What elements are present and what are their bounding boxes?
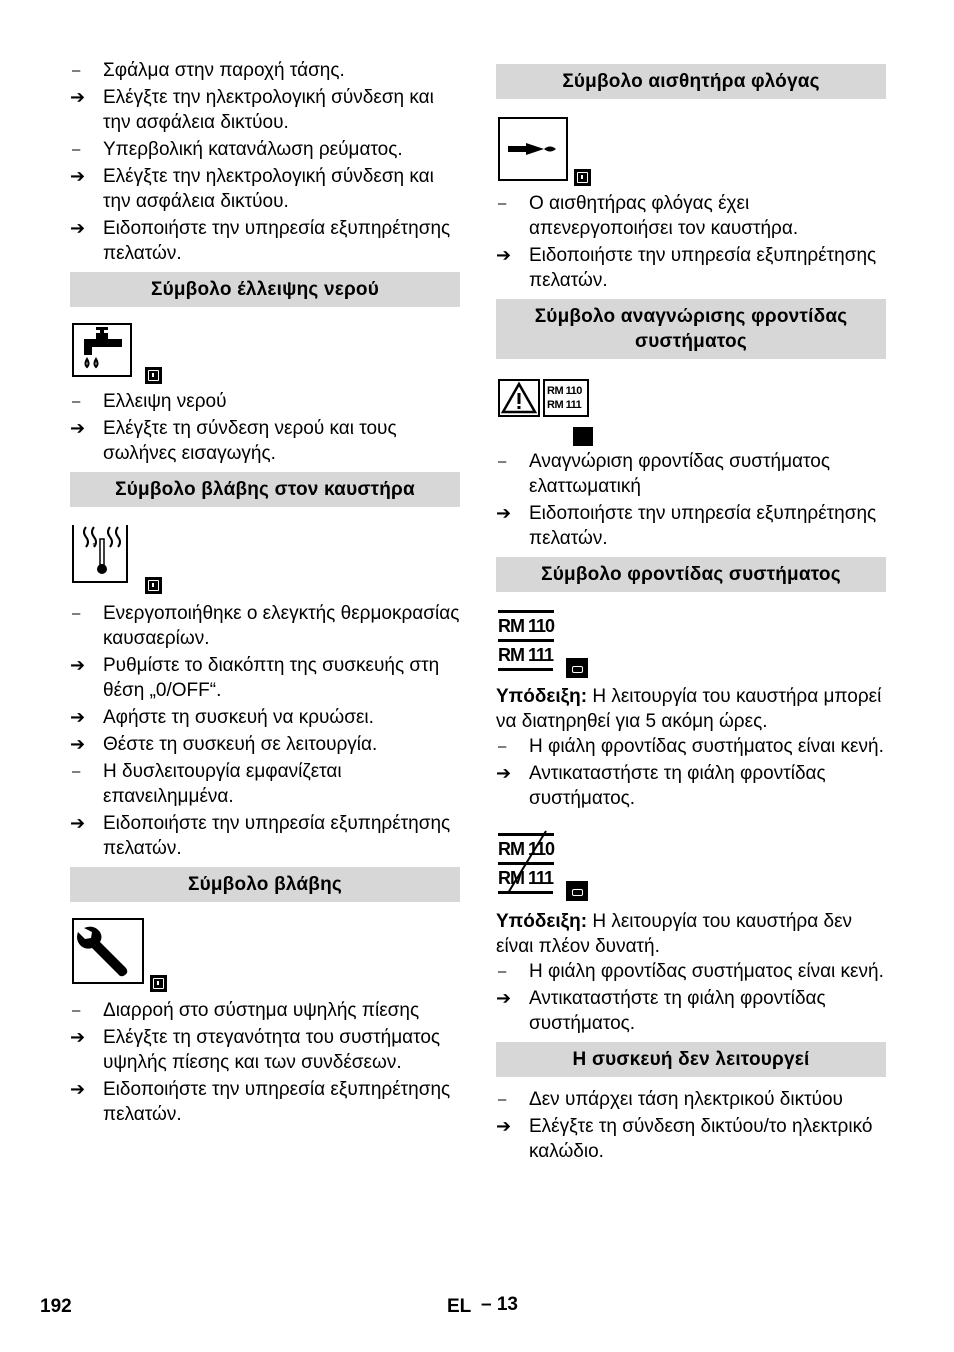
language-code: EL bbox=[447, 1296, 472, 1317]
list-item-text: Ελέγξτε τη σύνδεση νερού και τους σωλήνες εισαγωγής. bbox=[103, 418, 397, 464]
dash-bullet: – bbox=[72, 62, 81, 79]
list-item bbox=[70, 759, 460, 809]
rm-label-icon: RM 110 RM 111 bbox=[498, 610, 558, 671]
dash-bullet: – bbox=[498, 738, 507, 755]
arrow-right-icon: ➔ bbox=[70, 655, 86, 675]
list-item-text: Ειδοποιήστε την υπηρεσία εξυπηρέτησης πελατών. bbox=[529, 245, 877, 291]
list-item bbox=[70, 732, 460, 757]
dash-bullet: – bbox=[72, 141, 81, 158]
dash-bullet: – bbox=[498, 453, 507, 470]
arrow-right-icon: ➔ bbox=[70, 418, 86, 438]
list-item-text: Ελλειψη νερού bbox=[103, 391, 227, 412]
list-item bbox=[496, 449, 886, 499]
care-empty-symbol-area bbox=[496, 813, 886, 907]
list-item-text: Σφάλμα στην παροχή τάσης. bbox=[103, 60, 345, 81]
burner-symbol-area bbox=[70, 507, 460, 601]
dash-bullet: – bbox=[72, 763, 81, 780]
list-item bbox=[70, 705, 460, 730]
indicator-lamp-icon bbox=[574, 169, 591, 186]
dash-bullet: – bbox=[72, 1002, 81, 1019]
heading-fault: Σύμβολο βλάβης bbox=[70, 867, 460, 902]
list-item bbox=[70, 1077, 460, 1127]
list-item-text: Ρυθμίστε το διακόπτη της συσκευής στη θέση „0/OFF“. bbox=[103, 655, 440, 701]
list-item bbox=[70, 1025, 460, 1075]
dash-bullet: – bbox=[498, 195, 507, 212]
list-item bbox=[496, 243, 886, 293]
list-item bbox=[70, 137, 460, 162]
list-item-text: Αντικαταστήστε τη φιάλη φροντίδας συστήματος. bbox=[529, 763, 826, 809]
indicator-lamp-icon bbox=[145, 577, 162, 594]
burner-thermometer-icon bbox=[72, 525, 128, 583]
arrow-right-icon: ➔ bbox=[70, 1079, 86, 1099]
heading-burner-fault: Σύμβολο βλάβης στον καυστήρα bbox=[70, 472, 460, 507]
arrow-right-icon: ➔ bbox=[496, 503, 512, 523]
list-item-text: Ο αισθητήρας φλόγας έχει απενεργοποιήσει τον καυστήρα. bbox=[529, 193, 799, 239]
flame-symbol-area bbox=[496, 99, 886, 191]
wrench-icon bbox=[72, 918, 144, 984]
arrow-right-icon: ➔ bbox=[70, 1027, 86, 1047]
list-item-text: Ειδοποιήστε την υπηρεσία εξυπηρέτησης πελατών. bbox=[103, 218, 451, 264]
list-item-text: Αναγνώριση φροντίδας συστήματος ελαττωματική bbox=[529, 451, 830, 497]
list-item bbox=[496, 986, 886, 1036]
list-item-text: Ειδοποιήστε την υπηρεσία εξυπηρέτησης πελατών. bbox=[529, 503, 877, 549]
recognition-symbol-area bbox=[496, 359, 886, 449]
warning-triangle-icon bbox=[498, 379, 540, 417]
care-list-2 bbox=[496, 959, 886, 1036]
heading-water-shortage: Σύμβολο έλλειψης νερού bbox=[70, 272, 460, 307]
list-item-text: Η φιάλη φροντίδας συστήματος είναι κενή. bbox=[529, 736, 884, 757]
list-item bbox=[70, 998, 460, 1023]
indicator-lamp-icon bbox=[145, 367, 162, 384]
indicator-lamp-icon bbox=[573, 427, 593, 446]
list-item-text: Η φιάλη φροντίδας συστήματος είναι κενή. bbox=[529, 961, 884, 982]
care-symbol-area bbox=[496, 592, 886, 682]
list-item-text: Θέστε τη συσκευή σε λειτουργία. bbox=[103, 734, 378, 755]
list-item-text: Ελέγξτε την ηλεκτρολογική σύνδεση και την ασφάλεια δικτύου. bbox=[103, 166, 434, 212]
dash-bullet: – bbox=[72, 393, 81, 410]
list-item bbox=[496, 959, 886, 984]
list-item bbox=[496, 191, 886, 241]
flame-sensor-icon bbox=[498, 117, 568, 181]
svg-text:°: ° bbox=[92, 542, 96, 551]
list-item-text: Ελέγξτε την ηλεκτρολογική σύνδεση και την ασφάλεια δικτύου. bbox=[103, 87, 434, 133]
list-item bbox=[70, 653, 460, 703]
rm-label-icon: RM 110 RM 111 bbox=[543, 379, 589, 417]
heading-flame-sensor: Σύμβολο αισθητήρα φλόγας bbox=[496, 64, 886, 99]
list-item bbox=[496, 761, 886, 811]
list-item bbox=[496, 1114, 886, 1164]
care-list-1 bbox=[496, 734, 886, 811]
list-item-text: Ελέγξτε τη σύνδεση δικτύου/το ηλεκτρικό καλώδιο. bbox=[529, 1116, 873, 1162]
list-item bbox=[496, 1087, 886, 1112]
fault-symbol-area bbox=[70, 902, 460, 998]
list-item bbox=[70, 85, 460, 135]
list-item-text: Ειδοποιήστε την υπηρεσία εξυπηρέτησης πελατών. bbox=[103, 813, 451, 859]
rm-label-crossed-icon: RM 110 RM 111 bbox=[498, 833, 558, 894]
indicator-lamp-icon bbox=[150, 975, 167, 992]
list-item-text: Δεν υπάρχει τάση ηλεκτρικού δικτύου bbox=[529, 1089, 843, 1110]
list-item-text: Διαρροή στο σύστημα υψηλής πίεσης bbox=[103, 1000, 420, 1021]
list-item-text: Ενεργοποιήθηκε ο ελεγκτής θερμοκρασίας καυσαερίων. bbox=[103, 603, 460, 649]
water-symbol-area bbox=[70, 307, 460, 389]
list-item-text: Υπερβολική κατανάλωση ρεύματος. bbox=[103, 139, 403, 160]
arrow-right-icon: ➔ bbox=[70, 813, 86, 833]
page-number: 192 bbox=[40, 1296, 72, 1317]
dash-bullet: – bbox=[498, 963, 507, 980]
flame-list bbox=[496, 191, 886, 293]
list-item bbox=[70, 389, 460, 414]
list-item-text: Ειδοποιήστε την υπηρεσία εξυπηρέτησης πελατών. bbox=[103, 1079, 451, 1125]
note-care-2: Υπόδειξη: Η λειτουργία του καυστήρα δεν είναι πλέον δυνατή. bbox=[496, 911, 853, 957]
arrow-right-icon: ➔ bbox=[70, 734, 86, 754]
water-list bbox=[70, 389, 460, 466]
arrow-right-icon: ➔ bbox=[496, 988, 512, 1008]
water-tap-icon bbox=[72, 323, 132, 377]
heading-system-care: Σύμβολο φροντίδας συστήματος bbox=[496, 557, 886, 592]
list-item-text: Ελέγξτε τη στεγανότητα του συστήματος υψηλής πίεσης και των συνδέσεων. bbox=[103, 1027, 441, 1073]
list-item bbox=[70, 416, 460, 466]
list-item bbox=[70, 811, 460, 861]
arrow-right-icon: ➔ bbox=[70, 87, 86, 107]
heading-care-recognition: Σύμβολο αναγνώρισης φροντίδας συστήματος bbox=[496, 299, 886, 359]
list-item bbox=[496, 501, 886, 551]
heading-device-not-working: Η συσκευή δεν λειτουργεί bbox=[496, 1042, 886, 1077]
list-item bbox=[70, 601, 460, 651]
list-item bbox=[70, 164, 460, 214]
list-item-text: Αντικαταστήστε τη φιάλη φροντίδας συστήματος. bbox=[529, 988, 826, 1034]
indicator-lamp-icon bbox=[566, 881, 588, 901]
left-column bbox=[70, 58, 460, 1129]
arrow-right-icon: ➔ bbox=[496, 245, 512, 265]
section-page-number: – 13 bbox=[481, 1294, 518, 1315]
nowork-list bbox=[496, 1087, 886, 1164]
list-item-text: Αφήστε τη συσκευή να κρυώσει. bbox=[103, 707, 374, 728]
list-item bbox=[496, 734, 886, 759]
arrow-right-icon: ➔ bbox=[70, 166, 86, 186]
list-item bbox=[70, 216, 460, 266]
burner-list bbox=[70, 601, 460, 861]
arrow-right-icon: ➔ bbox=[496, 1116, 512, 1136]
dash-bullet: – bbox=[72, 605, 81, 622]
intro-list bbox=[70, 58, 460, 266]
fault-list bbox=[70, 998, 460, 1127]
recognition-list bbox=[496, 449, 886, 551]
arrow-right-icon: ➔ bbox=[70, 218, 86, 238]
list-item bbox=[70, 58, 460, 83]
dash-bullet: – bbox=[498, 1091, 507, 1108]
right-column bbox=[496, 58, 886, 1166]
arrow-right-icon: ➔ bbox=[496, 763, 512, 783]
arrow-right-icon: ➔ bbox=[70, 707, 86, 727]
list-item-text: Η δυσλειτουργία εμφανίζεται επανειλημμένα. bbox=[103, 761, 342, 807]
indicator-lamp-icon bbox=[566, 658, 588, 678]
note-care-1: Υπόδειξη: Η λειτουργία του καυστήρα μπορεί να διατηρηθεί για 5 ακόμη ώρες. bbox=[496, 686, 882, 732]
